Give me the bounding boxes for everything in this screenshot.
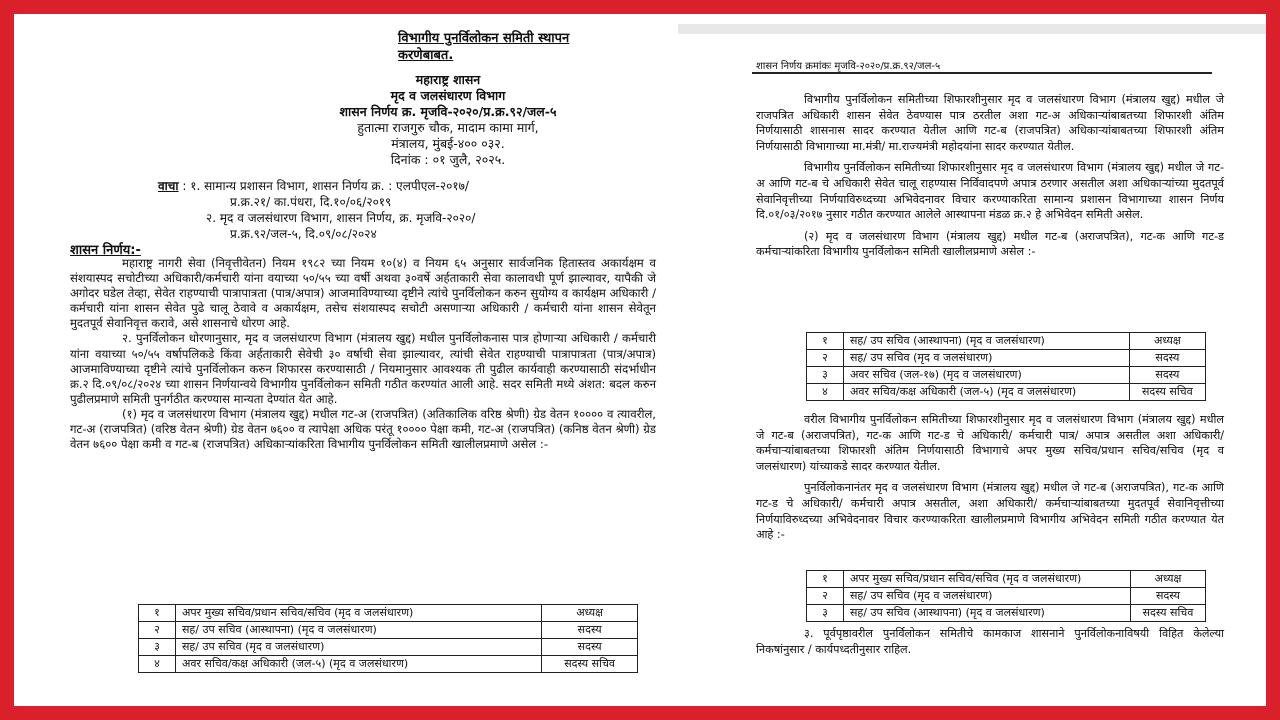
member-cell: सह/ उप सचिव (मृद व जलसंधारण) [844, 350, 1130, 367]
paragraph-1: महाराष्ट्र नागरी सेवा (निवृत्तीवेतन) नियम १९८२ च्या नियम १०(४) व नियम ६५ अनुसार सार्वजनिक हितास्तव अकार्यक्षम व संशयास्पद सचोटीच्या अधिकारी/कर्मचारी यांना वयाच्या ५०/५५ च्या वर्षी अथवा ३०वर्षे अर्हताकारी सेवा कालावधी पूर्ण झाल्यावर, यापैकी जे अगोदर घडेल तेव्हा, सेवेत राहण्याची पात्रापात्रता (पात्र/अपात्र) आजमाविण्याच्या दृष्टीने त्यांचे पुनर्विलोकन करुन सुयोग्य व कार्यक्षम अधिकारी / कर्मचारी यांना शासन सेवेत पुढे चालू ठेवावे व अकार्यक्षम, तसेच संशयास्पद सचोटी असणाऱ्या अधिकारी / कर्मचारी यांना शासन सेवेतून मुदतपूर्व सेवानिवृत्त करावे, असे शासनाचे धोरण आहे. [70, 256, 656, 331]
committee-table-group-bcd [806, 332, 1206, 401]
right-body-text [756, 92, 1224, 266]
left-body-text [70, 256, 656, 452]
table-row [807, 571, 1206, 588]
role-cell: सदस्य सचिव [1131, 605, 1206, 622]
row-number: ४ [139, 656, 176, 673]
member-cell: अवर सचिव/कक्ष अधिकारी (जल-५) (मृद व जलसंधारण) [844, 384, 1130, 401]
government-name: महाराष्ट्र शासन [415, 72, 481, 87]
address-line-1: हुतात्मा राजगुरु चौक, मादाम कामा मार्ग, [357, 120, 539, 135]
page-header: शासन निर्णय क्रमांकः मृजवि-२०२०/प्र.क्र.९२/जल-५ [756, 61, 941, 72]
right-paragraph-3: (२) मृद व जलसंधारण विभाग (मंत्रालय खुद्द) मधील गट-ब (अराजपत्रित), गट-क आणि गट-ड कर्मचाऱ्यांकरिता विभागीय पुनर्विलोकन समिती खालीलप्रमाणे असेल :- [756, 229, 1224, 259]
row-number: २ [139, 622, 176, 639]
table-row [807, 605, 1206, 622]
row-number: २ [807, 588, 844, 605]
role-cell: अध्यक्ष [1131, 571, 1206, 588]
header-block [248, 72, 648, 168]
right-paragraph-6: ३. पूर्वपृष्ठावरील पुनर्विलोकन समितीचे कामकाज शासनाने पुनर्विलोकनाविषयी विहित केलेल्या निकषांनुसार / कार्यपध्दतीनुसार राहिल. [756, 627, 1224, 656]
row-number: ४ [807, 384, 844, 401]
table-row [807, 367, 1206, 384]
row-number: १ [807, 333, 844, 350]
reference-1-line-2: प्र.क्र.२१/ का.पंधरा, दि.१०/०६/२०१९ [230, 195, 392, 209]
member-cell: सह/ उप सचिव (मृद व जलसंधारण) [844, 588, 1131, 605]
row-number: २ [807, 350, 844, 367]
subject-title [398, 30, 569, 64]
role-cell: सदस्य सचिव [1129, 384, 1205, 401]
role-cell: अध्यक्ष [1129, 333, 1205, 350]
header-divider [752, 72, 1212, 74]
table-row [139, 605, 638, 622]
role-cell: सदस्य [1129, 350, 1205, 367]
member-cell: सह/ उप सचिव (आस्थापना) (मृद व जलसंधारण) [844, 605, 1131, 622]
row-number: ३ [139, 639, 176, 656]
member-cell: अपर मुख्य सचिव/प्रधान सचिव/सचिव (मृद व जलसंधारण) [176, 605, 542, 622]
subject-line-2: करणेबाबत. [398, 48, 454, 63]
gr-date: दिनांक : ०१ जुलै, २०२५. [390, 152, 506, 167]
role-cell: सदस्य [1131, 588, 1206, 605]
member-cell: सह/ उप सचिव (मृद व जलसंधारण) [176, 639, 542, 656]
table-row [139, 656, 638, 673]
subject-line-1: विभागीय पुनर्विलोकन समिती स्थापन [398, 31, 570, 46]
right-document-page [728, 14, 1228, 706]
address-line-2: मंत्रालय, मुंबई-४०० ०३२. [391, 136, 505, 151]
gr-number: शासन निर्णय क्र. मृजवि-२०२०/प्र.क्र.९२/जल-५ [339, 104, 557, 119]
table-row [807, 350, 1206, 367]
committee-table-group-a [138, 604, 638, 673]
right-paragraph-1: विभागीय पुनर्विलोकन समितीच्या शिफारशीनुसार मृद व जलसंधारण विभाग (मंत्रालय खुद्द) मधील जे राजपत्रित अधिकारी शासन सेवेत ठेवण्यास पात्र ठरतील अशा गट-अ अधिकाऱ्यांबाबतच्या शिफारशी अंतिम निर्णयासाठी शासनास सादर करण्यात येतील आणि गट-ब (राजपत्रित) अधिकाऱ्यांबाबतच्या शिफारशी अंतिम निर्णयासाठी विभागाच्या मा.मंत्री/ मा.राज्यमंत्री महोदयांना सादर करण्यात येतील. [756, 93, 1224, 153]
reference-2-line-2: प्र.क्र.९२/जल-५, दि.०९/०८/२०२४ [230, 227, 377, 241]
role-cell: सदस्य [542, 622, 638, 639]
right-body-text-3 [756, 626, 1224, 657]
member-cell: सह/ उप सचिव (आस्थापना) (मृद व जलसंधारण) [844, 333, 1130, 350]
role-cell: सदस्य सचिव [542, 656, 638, 673]
table-row [807, 588, 1206, 605]
department-name: मृद व जलसंधारण विभाग [390, 88, 506, 103]
references-block [158, 178, 475, 242]
member-cell: अवर सचिव (जल-१७) (मृद व जलसंधारण) [844, 367, 1130, 384]
row-number: १ [807, 571, 844, 588]
role-cell: अध्यक्ष [542, 605, 638, 622]
member-cell: अपर मुख्य सचिव/प्रधान सचिव/सचिव (मृद व जलसंधारण) [844, 571, 1131, 588]
reference-1-line-1: : १. सामान्य प्रशासन विभाग, शासन निर्णय क्र. : एलपीएल-२०१७/ [182, 179, 469, 193]
table-row [139, 639, 638, 656]
row-number: ३ [807, 605, 844, 622]
paragraph-2: २. पुनर्विलोकन धोरणानुसार, मृद व जलसंधारण विभाग (मंत्रालय खुद्द) मधील पुनर्विलोकनास पात्र होणाऱ्या अधिकारी / कर्मचारी यांना वयाच्या ५०/५५ वर्षापलिकडे किंवा अर्हताकारी सेवेची ३० वर्षाची सेवा झाल्यावर, त्यांची सेवेत राहण्याची पात्रापात्रता (पात्र/अपात्र) आजमाविण्याच्या दृष्टीने त्यांचे पुनर्विलोकन करुन शिफारस करण्यासाठी / नियमानुसार आवश्यक ती पुढील कार्यवाही करण्यासाठी संदर्भाधीन क्र.२ दि.०९/०८/२०२४ च्या शासन निर्णयान्वये विभागीय पुनर्विलोकन समिती गठीत करण्यांत आली आहे. सदर समिती मध्ये अंशत: बदल करुन पुढीलप्रमाणे समिती पुनर्गठीत करण्यास मान्यता देण्यांत येत आहे. [70, 331, 656, 406]
row-number: ३ [807, 367, 844, 384]
decision-heading: शासन निर्णय:- [70, 243, 141, 258]
representation-committee-table [806, 570, 1206, 622]
table-row [807, 333, 1206, 350]
table-row [807, 384, 1206, 401]
left-document-page [58, 14, 658, 706]
right-body-text-2 [756, 412, 1224, 549]
paragraph-3: (१) मृद व जलसंधारण विभाग (मंत्रालय खुद्द) मधील गट-अ (राजपत्रित) (अतिकालिक वरिष्ठ श्रेणी) ग्रेड वेतन १०००० व त्यावरील, गट-अ (राजपत्रित) (वरिष्ठ वेतन श्रेणी) ग्रेड वेतन ७६०० व त्यापेक्षा अधिक परंतू १०००० पेक्षा कमी, गट-अ (राजपत्रित) (कनिष्ठ वेतन श्रेणी) ग्रेड वेतन ७६०० पेक्षा कमी व गट-ब (राजपत्रित) अधिकाऱ्यांकरिता विभागीय पुनर्विलोकन समिती खालीलप्रमाणे असेल :- [70, 406, 656, 452]
image-frame [14, 14, 1266, 706]
right-paragraph-2: विभागीय पुनर्विलोकन समितीच्या शिफारशीनुसार मृद व जलसंधारण विभाग (मंत्रालय खुद्द) मधील जे गट-अ आणि गट-ब चे अधिकारी सेवेत चालू राहण्यास निर्विवादपणे अपात्र ठरणार असतील अशा अधिकाऱ्यांच्या मुदतपूर्व सेवानिवृत्तीच्या निर्णयाविरुध्दच्या अभिवेदनावर विचार करण्याकरिता सामान्य प्रशासन विभागाच्या शासन निर्णय दि.०१/०३/२०१७ नुसार गठीत करण्यात आलेले आस्थापना मंडळ क्र.२ हे अभिवेदन समिती असेल. [756, 161, 1224, 222]
right-paragraph-5: पुनर्विलोकनानंतर मृद व जलसंधारण विभाग (मंत्रालय खुद्द) मधील जे गट-ब (अराजपत्रित), गट-क आणि गट-ड चे अधिकारी/ कर्मचारी अपात्र असतील, अशा अधिकारी/ कर्मचाऱ्यांबाबतच्या मुदतपूर्व सेवानिवृत्तीच्या निर्णयाविरुध्दच्या अभिवेदनावर विचार करण्याकरिता खालीलप्रमाणे विभागीय अभिवेदन समिती गठीत करण्यात येत आहे :- [756, 481, 1224, 542]
member-cell: अवर सचिव/कक्ष अधिकारी (जल-५) (मृद व जलसंधारण) [176, 656, 542, 673]
right-paragraph-4: वरील विभागीय पुनर्विलोकन समितीच्या शिफारशीनुसार मृद व जलसंधारण विभाग (मंत्रालय खुद्द) मधील जे गट-ब (अराजपत्रित), गट-क आणि गट-ड चे अधिकारी/ कर्मचारी पात्र/ अपात्र असतील अशा अधिकारी/ कर्मचाऱ्यांबाबतच्या शिफारशी अंतिम निर्णयासाठी विभागाचे अपर मुख्य सचिव/प्रधान सचिव/सचिव (मृद व जलसंधारण) यांच्याकडे सादर करण्यात येतील. [756, 413, 1224, 473]
table-row [139, 622, 638, 639]
member-cell: सह/ उप सचिव (आस्थापना) (मृद व जलसंधारण) [176, 622, 542, 639]
role-cell: सदस्य [542, 639, 638, 656]
role-cell: सदस्य [1129, 367, 1205, 384]
reference-2-line-1: २. मृद व जलसंधारण विभाग, शासन निर्णय, क्र. मृजवि-२०२०/ [206, 211, 476, 225]
row-number: १ [139, 605, 176, 622]
read-label: वाचा [158, 179, 179, 193]
